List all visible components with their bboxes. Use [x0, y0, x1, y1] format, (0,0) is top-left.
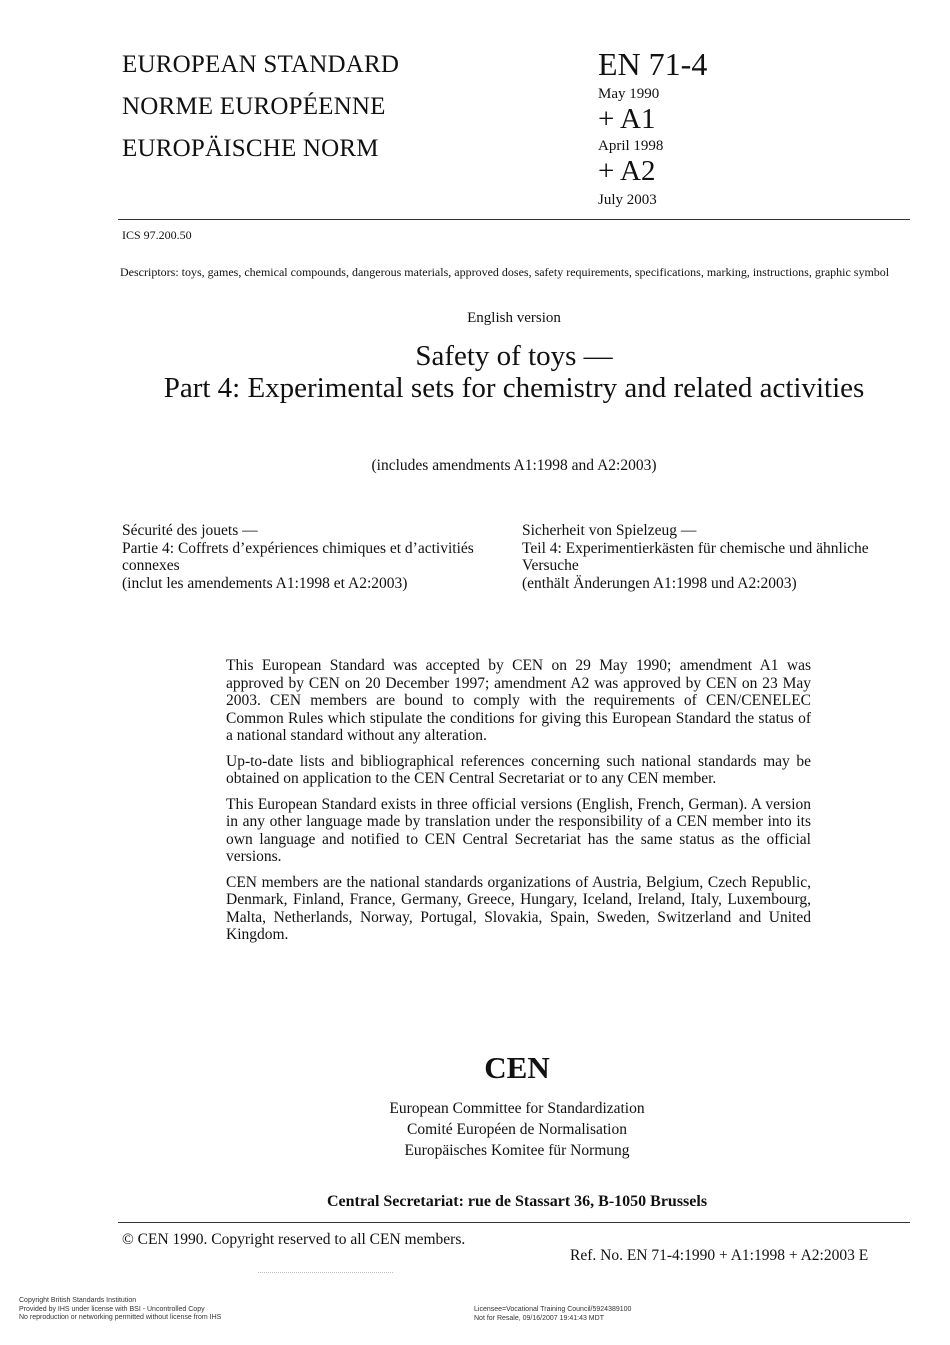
- title-line-1: Safety of toys —: [415, 340, 613, 372]
- footer-left-line-3: No reproduction or networking permitted without license from IHS: [19, 1314, 222, 1321]
- committee-french: Comité Européen de Normalisation: [407, 1121, 627, 1138]
- document-title: [160, 340, 868, 404]
- approval-statement: [226, 657, 811, 952]
- ics-code: ICS 97.200.50: [122, 228, 192, 242]
- german-line-2: Teil 4: Experimentierkästen für chemische und ähnliche Versuche: [522, 539, 869, 574]
- paragraph-members: CEN members are the national standards organizations of Austria, Belgium, Czech Republic, Denmark, Finland, France, Germany, Greece, Hungary, Iceland, Ireland, Italy, Luxembourg, Malta, Netherlands, Norway, Portugal, Slovakia, Spain, Sweden, Switzerland and United Kingdom.: [226, 873, 811, 943]
- footer-left-line-2: Provided by IHS under license with BSI - Uncontrolled Copy: [19, 1305, 205, 1313]
- footer-divider: [118, 1222, 910, 1223]
- german-title-block: [522, 522, 922, 592]
- faint-dotted-line: [258, 1272, 393, 1273]
- french-title-block: [122, 522, 502, 592]
- amendment-a2: + A2: [598, 155, 656, 187]
- standard-date: May 1990: [598, 86, 660, 102]
- committee-names: [0, 1098, 950, 1161]
- amendment-a1: + A1: [598, 103, 656, 135]
- amendment-a1-date: April 1998: [598, 138, 664, 154]
- header-divider: [118, 219, 910, 220]
- footer-left-line-1: Copyright British Standards Institution: [19, 1297, 137, 1304]
- english-version-label: English version: [467, 310, 561, 326]
- central-secretariat: Central Secretariat: rue de Stassart 36, B-1050 Brussels: [326, 1193, 708, 1210]
- committee-english: European Committee for Standardization: [389, 1100, 645, 1117]
- paragraph-versions: This European Standard exists in three official versions (English, French, German). A version in any other language made by translation under the responsibility of a CEN member into its own language and notified to CEN Central Secretariat has the same status as the official versions.: [226, 795, 811, 865]
- german-line-3: (enthält Änderungen A1:1998 und A2:2003): [522, 574, 797, 592]
- footer-right-line-1: Licensee=Vocational Training Council/5924389100: [474, 1306, 632, 1313]
- standard-identification: [598, 48, 707, 210]
- title-german: EUROPÄISCHE NORM: [122, 135, 379, 162]
- french-line-2: Partie 4: Coffrets d’expériences chimiques et d’activitiés connexes: [122, 539, 474, 574]
- amendment-a2-date: July 2003: [598, 192, 657, 208]
- german-line-1: Sicherheit von Spielzeug —: [522, 522, 697, 539]
- title-french: NORME EUROPÉENNE: [122, 93, 386, 120]
- committee-german: Europäisches Komitee für Normung: [404, 1142, 630, 1159]
- cen-logo-text: CEN: [484, 1050, 550, 1085]
- standard-type-titles: [122, 44, 399, 170]
- standard-number: EN 71-4: [598, 46, 708, 82]
- descriptors: Descriptors: toys, games, chemical compounds, dangerous materials, approved doses, safety requirements, specifications, marking, instructions, graphic symbol: [120, 265, 890, 279]
- license-footer-right: [474, 1306, 631, 1323]
- title-english: EUROPEAN STANDARD: [122, 51, 400, 78]
- reference-number: Ref. No. EN 71-4:1990 + A1:1998 + A2:2003 E: [570, 1247, 869, 1264]
- french-line-3: (inclut les amendements A1:1998 et A2:2003): [122, 574, 408, 592]
- paragraph-acceptance: This European Standard was accepted by CEN on 29 May 1990; amendment A1 was approved by CEN on 20 December 1997; amendment A2 was approved by CEN on 23 May 2003. CEN members are bound to comply with the requirements of CEN/CENELEC Common Rules which stipulate the conditions for giving this European Standard the status of a national standard without any alteration.: [226, 657, 811, 744]
- includes-amendments: (includes amendments A1:1998 and A2:2003): [371, 457, 657, 474]
- paragraph-references: Up-to-date lists and bibliographical references concerning such national standards may be obtained on application to the CEN Central Secretariat or to any CEN member.: [226, 752, 811, 787]
- footer-right-line-2: Not for Resale, 09/16/2007 19:41:43 MDT: [474, 1314, 604, 1322]
- license-footer-left: [19, 1297, 221, 1323]
- french-line-1: Sécurité des jouets —: [122, 522, 258, 539]
- copyright-notice: © CEN 1990. Copyright reserved to all CEN members.: [122, 1231, 466, 1248]
- title-line-2: Part 4: Experimental sets for chemistry and related activities: [163, 372, 865, 404]
